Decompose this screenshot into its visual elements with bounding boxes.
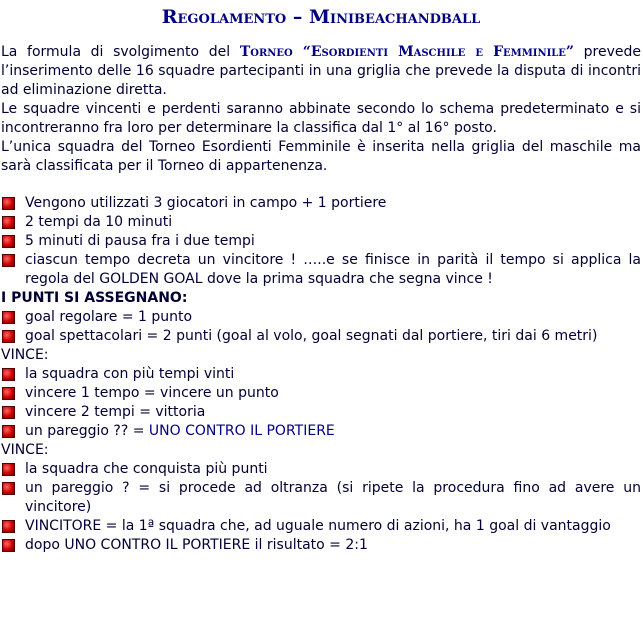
red-square-bullet-icon [2, 482, 15, 495]
list-item [1, 327, 641, 346]
list-item-text: 5 minuti di pausa fra i due tempi [25, 233, 255, 249]
list-item [1, 460, 641, 479]
points-heading: I PUNTI SI ASSEGNANO: [1, 290, 188, 306]
list-item-text: vincere 2 tempi = vittoria [25, 404, 206, 420]
red-square-bullet-icon [2, 197, 15, 210]
points-list [1, 308, 641, 346]
list-item [1, 365, 641, 384]
rules-list [1, 194, 641, 289]
list-item-text: un pareggio ?? = [25, 423, 149, 439]
red-square-bullet-icon [2, 330, 15, 343]
page-title: Regolamento – Minibeachandball [161, 6, 481, 28]
list-item [1, 251, 641, 289]
list-item [1, 517, 641, 536]
list-item-text: 2 tempi da 10 minuti [25, 214, 173, 230]
list-item [1, 422, 641, 441]
list-item-text: la squadra che conquista più punti [25, 461, 268, 477]
list-item-text: VINCITORE = la 1ª squadra che, ad uguale numero di azioni, ha 1 goal di vantaggio [25, 518, 611, 534]
intro-paragraph-2: Le squadre vincenti e perdenti saranno abbinate secondo lo schema predeterminato e si incontreranno fra loro per determinare la classifica dal 1° al 16° posto. [1, 101, 641, 136]
list-item [1, 194, 641, 213]
vince-list-2 [1, 460, 641, 555]
list-item-text: vincere 1 tempo = vincere un punto [25, 385, 279, 401]
list-item [1, 536, 641, 555]
list-item-text: un pareggio ? = si procede ad oltranza (si ripete la procedura fino ad avere un vincitore) [25, 480, 641, 515]
list-item [1, 479, 641, 517]
red-square-bullet-icon [2, 387, 15, 400]
list-item [1, 232, 641, 251]
red-square-bullet-icon [2, 368, 15, 381]
list-item-text: goal spettacolari = 2 punti (goal al volo, goal segnati dal portiere, tiri dai 6 metri) [25, 328, 598, 344]
list-item [1, 308, 641, 327]
intro-paragraph-1 [1, 43, 641, 100]
red-square-bullet-icon [2, 539, 15, 552]
list-item-text: dopo UNO CONTRO IL PORTIERE il risultato = 2:1 [25, 537, 368, 553]
intro-text: La formula di svolgimento del [1, 44, 240, 60]
list-item-text: ciascun tempo decreta un vincitore ! …..e se finisce in parità il tempo si applica la regola del GOLDEN GOAL dove la prima squadra che segna vince ! [25, 252, 641, 287]
list-item [1, 213, 641, 232]
red-square-bullet-icon [2, 406, 15, 419]
tie-rule-highlight: UNO CONTRO IL PORTIERE [148, 423, 335, 439]
tournament-name: Torneo “Esordienti Maschile e Femminile” [239, 44, 574, 60]
list-item-text: la squadra con più tempi vinti [25, 366, 235, 382]
list-item [1, 403, 641, 422]
red-square-bullet-icon [2, 311, 15, 324]
red-square-bullet-icon [2, 235, 15, 248]
list-item-text: goal regolare = 1 punto [25, 309, 193, 325]
intro-section [1, 43, 641, 176]
red-square-bullet-icon [2, 216, 15, 229]
vince-list-1 [1, 365, 641, 441]
list-item [1, 384, 641, 403]
list-item-text: Vengono utilizzati 3 giocatori in campo + 1 portiere [25, 195, 387, 211]
red-square-bullet-icon [2, 425, 15, 438]
vince-heading-2: VINCE: [1, 442, 49, 458]
intro-text: prevede l’inserimento delle 16 squadre partecipanti in una griglia che prevede la disputa di incontri ad eliminazione diretta. [1, 44, 642, 98]
vince-heading-1: VINCE: [1, 347, 49, 363]
intro-paragraph-3: L’unica squadra del Torneo Esordienti Femminile è inserita nella griglia del maschile ma sarà classificata per il Torneo di appartenenza. [1, 139, 641, 174]
red-square-bullet-icon [2, 254, 15, 267]
red-square-bullet-icon [2, 463, 15, 476]
red-square-bullet-icon [2, 520, 15, 533]
